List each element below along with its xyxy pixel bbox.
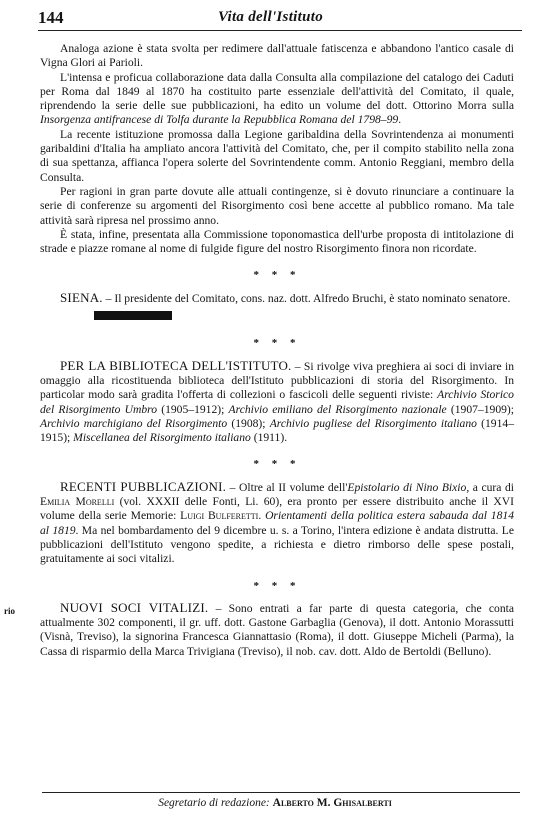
footer-label: Segretario di redazione: bbox=[158, 797, 270, 809]
section-siena: SIENA. – Il presidente del Comitato, cons. naz. dott. Alfredo Bruchi, è stato nominato senatore. bbox=[60, 289, 511, 305]
paragraph-conferenze: Per ragioni in gran parte dovute alle attuali contingenze, si è dovuto rinunciare a continuare la serie di conferenze su argomenti del Risorgimento così bene accette al pubblico romano. Ma tale attività sarà ripresa nel prossimo anno. bbox=[40, 184, 514, 227]
section-separator: * * * bbox=[253, 579, 301, 592]
book-title: Epistolario di Nino Bixio bbox=[347, 480, 467, 494]
section-heading: NUOVI SOCI VITALIZI. bbox=[60, 599, 209, 615]
author-name: Luigi Bulferetti bbox=[180, 509, 259, 523]
book-title: Insorgenza antifrancese di Tolfa durante la Repubblica Romana del 1798–99 bbox=[40, 113, 399, 127]
paragraph-vigna-glori: Analoga azione è stata svolta per redimere dall'attuale fatiscenza e abbandono l'antico casale di Vigna Glori ai Parioli. bbox=[40, 42, 514, 70]
paragraph-caduti: L'intensa e proficua collaborazione data dalla Consulta alla compilazione del catalogo dei Caduti per Roma dal 1849 al 1870 ha costituito parte essenziale dell'attività del Comitato, il quale, riprendendo la serie delle sue pubblicazioni, ha edito un volume del dott. Ottorino Morra sulla Insorgenza antifrancese di Tolfa durante la Repubblica Romana del 1798–99. bbox=[40, 70, 514, 127]
running-header bbox=[38, 6, 522, 28]
section-recenti: RECENTI PUBBLICAZIONI. – Oltre al II volume dell'Epistolario di Nino Bixio, a cura di Emilia Morelli (vol. XXXII delle Fonti, Li. 60), era pronto per essere distribuito anche il XVI volume della serie Memorie: Luigi Bulferetti. Orientamenti della politica estera sabauda dal 1814 al 1819. Ma nel bombardamento del 9 dicembre u. s. a Torino, l'intera edizione è andata distrutta. Le pubblicazioni dell'Istituto vengono spedite, a richiesta e dietro rimborso delle spese postali, gratuitamente ai soci vitalizi. bbox=[40, 478, 515, 566]
section-soci: NUOVI SOCI VITALIZI. – Sono entrati a far parte di questa categoria, che conta attualmente 302 componenti, il gr. uff. dott. Gastone Garbaglia (Genova), il dott. Antonio Morassutti (Visnà, Treviso), la signorina Francesca Giannattasio (Roma), il dott. Giuseppe Micheli (Parma), la Cassa di risparmio della Marca Trivigiana (Treviso), il nob. cav. dott. Aldo de Bertoldi (Belluno). bbox=[40, 599, 515, 658]
running-title: Vita dell'Istituto bbox=[218, 9, 324, 25]
section-biblioteca: PER LA BIBLIOTECA DELL'ISTITUTO. – Si rivolge viva preghiera ai soci di inviare in omaggio alla ricostituenda biblioteca dell'Istituto pubblicazioni di storia del Risorgimento. In particolar modo sarà gradita l'offerta di collezioni o fascicoli delle seguenti riviste: Archivio Storico del Risorgimento Umbro (1905–1912); Archivio emiliano del Risorgimento nazionale (1907–1909); Archivio marchigiano del Risorgimento (1908); Archivio pugliese del Risorgimento italiano (1914–1915); Miscellanea del Risorgimento italiano (1911). bbox=[40, 357, 514, 445]
footer-rule bbox=[42, 792, 520, 793]
article-body bbox=[40, 42, 514, 659]
journal-title: Miscellanea del Risorgimento italiano bbox=[73, 431, 251, 445]
section-heading: SIENA. bbox=[60, 289, 103, 305]
journal-title: Archivio pugliese del Risorgimento italiano bbox=[269, 416, 477, 430]
section-separator: * * * bbox=[253, 337, 301, 350]
section-heading: PER LA BIBLIOTECA DELL'ISTITUTO. bbox=[60, 357, 292, 373]
header-rule bbox=[38, 30, 522, 31]
book-title: Orientamenti della politica estera sabauda dal 1814 al 1819 bbox=[40, 509, 514, 537]
paragraph-legione: La recente istituzione promossa dalla Legione garibaldina della Sovrintendenza ai monumenti garibaldini d'Italia ha ampliato ancora l'attività del Comitato, che, per il compito stabilito nella zona di sua spettanza, affianca l'opera solerte del Sovrintendente comm. Antonio Reggiani, membro della Consulta. bbox=[40, 127, 514, 184]
redaction-bar bbox=[94, 311, 172, 320]
editor-name: Alberto M. Ghisalberti bbox=[272, 797, 392, 809]
editorial-footer bbox=[0, 797, 550, 809]
journal-title: Archivio emiliano del Risorgimento nazionale bbox=[228, 402, 447, 416]
author-name: Emilia Morelli bbox=[40, 495, 115, 509]
section-heading: RECENTI PUBBLICAZIONI. bbox=[60, 478, 227, 494]
section-separator: * * * bbox=[253, 458, 301, 471]
paragraph-toponomastica: È stata, infine, presentata alla Commissione toponomastica dell'urbe proposta di intitolazione di strade e piazze romane al nome di fulgide figure del nostro Risorgimento finora non ricordate. bbox=[40, 227, 514, 256]
section-separator: * * * bbox=[253, 269, 301, 282]
journal-title: Archivio marchigiano del Risorgimento bbox=[40, 416, 228, 430]
margin-mark: rio bbox=[4, 606, 15, 616]
journal-title: Archivio Storico del Risorgimento Umbro bbox=[40, 388, 514, 416]
page-number: 144 bbox=[38, 8, 64, 27]
